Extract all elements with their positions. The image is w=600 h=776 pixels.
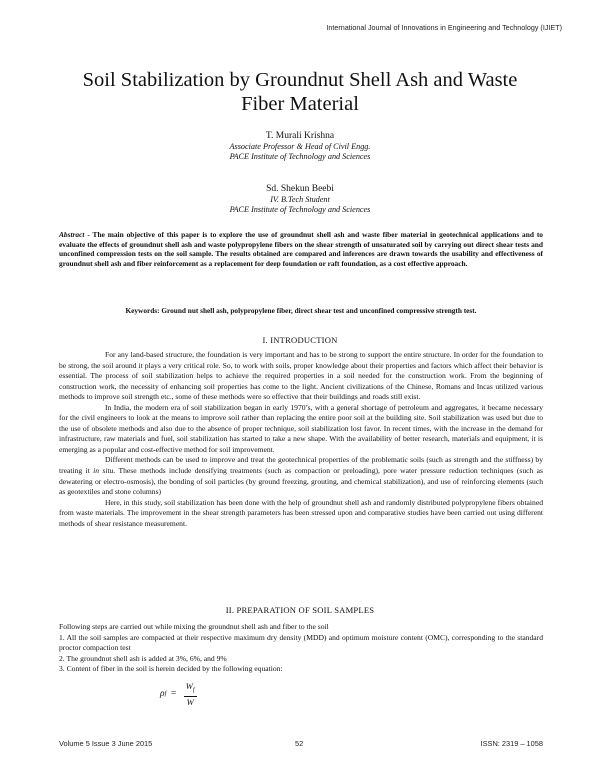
journal-header: International Journal of Innovations in Engineering and Technology (IJIET) [326, 23, 562, 32]
author-2-role: IV. B.Tech Student [270, 195, 330, 204]
author-2 [0, 183, 600, 215]
author-1 [0, 130, 600, 162]
keywords: Keywords: Ground nut shell ash, polypropylene fiber, direct shear test and unconfined compressive strength test. [125, 306, 477, 315]
section-1-body [59, 350, 543, 529]
formula-numerator [184, 681, 197, 697]
intro-paragraph-1: For any land-based structure, the foundation is very important and has to be strong to support the entire structure. In order for the foundation to be strong, the soil around it plays a very critical role. So, to work with soils, proper knowledge about their properties and factors which affect their behavior is essential. The process of soil stabilization helps to achieve the required properties in a soil needed for the construction work. From the beginning of construction work, the necessity of enhancing soil properties has come to the light. Ancient civilizations of the Chinese, Romans and Incas utilized various methods to improve soil strength etc., some of these methods were so effective that their buildings and roads still exist. [59, 350, 543, 402]
author-1-name: T. Murali Krishna [265, 131, 335, 141]
author-2-institute: PACE Institute of Technology and Sciences [229, 205, 371, 215]
formula-numerator-symbol: W [185, 681, 193, 691]
formula-lhs-sub: f [164, 690, 167, 698]
section-1-heading: I. INTRODUCTION [262, 335, 338, 345]
fiber-content-equation [160, 681, 197, 707]
prep-step-1: 1. All the soil samples are compacted at their respective maximum dry density (MDD) and optimum moisture content (OMC), corresponding to the standard proctor compaction test [59, 632, 543, 653]
author-1-role: Associate Professor & Head of Civil Engg. [229, 142, 371, 151]
paper-title: Soil Stabilization by Groundnut Shell Ash and Waste Fiber Material [82, 69, 518, 115]
footer-page-number: 52 [295, 739, 304, 748]
prep-step-2: 2. The groundnut shell ash is added at 3%, 6%, and 9% [59, 653, 227, 663]
abstract-text: - The main objective of this paper is to explore the use of groundnut shell ash and waste fiber material in geotechnical applications and to evaluate the effects of groundnut shell ash and waste polypropylene fibers on the shear strength of unsaturated soil by carrying out direct shear tests and unconfined compression tests on the soil sample. The results obtained are compared and inferences are drawn towards the usability and effectiveness of groundnut shell ash and fiber reinforcement as a replacement for deep foundation or raft foundation, as a cost effective approach. [59, 230, 543, 268]
intro-p3-b: These methods include densifying treatments (such as compaction or preloading), pore water pressure reduction techniques (such as dewatering or electro-osmosis), the bonding of soil particles (by ground freezing, grouting, and chemical stabilization), and use of reinforcing elements (such as geotextiles and stone columns) [59, 466, 543, 497]
intro-p3-a: Different methods can be used to improve and treat the geotechnical properties of the problematic soils (such as strength and the stiffness) by treating it [59, 455, 543, 476]
formula-fraction [184, 681, 197, 707]
formula-denominator: W [186, 696, 194, 707]
prep-intro: Following steps are carried out while mixing the groundnut shell ash and fiber to the soil [59, 622, 329, 631]
footer-volume: Volume 5 Issue 3 June 2015 [59, 739, 153, 748]
author-2-name: Sd. Shekun Beebi [266, 184, 334, 194]
formula-numerator-sub: f [192, 687, 195, 694]
footer-issn: ISSN: 2319 – 1058 [480, 739, 543, 748]
intro-paragraph-4: Here, in this study, soil stabilization has been done with the help of groundnut shell ash and randomly distributed polypropylene fibers obtained from waste materials. The improvement in the shear strength parameters has been stressed upon and comparative studies have been carried out using different methods of shear resistance measurement. [59, 497, 543, 528]
abstract [59, 230, 543, 268]
formula-lhs: ρ [160, 688, 165, 699]
section-2-heading: II. PREPARATION OF SOIL SAMPLES [225, 605, 375, 615]
prep-step-3: 3. Content of fiber in the soil is herein decided by the following equation: [59, 664, 283, 674]
intro-paragraph-2: In India, the modern era of soil stabilization began in early 1970’s, with a general shortage of petroleum and aggregates, it became necessary for the civil engineers to look at the means to improve soil rather than replacing the entire poor soil at the building site. Soil stabilization was used but due to the use of obsolete methods and also due to the absence of proper technique, soil stabilization lost favor. In recent times, with the increase in the demand for infrastructure, raw materials and fuel, soil stabilization has started to take a new shape. With the availability of better research, materials and equipment, it is emerging as a popular and cost-effective method for soil improvement. [59, 402, 543, 454]
section-2-body [59, 622, 543, 675]
intro-paragraph-3 [59, 455, 543, 497]
abstract-label: Abstract [59, 230, 85, 239]
formula-equals: = [170, 688, 177, 699]
intro-p3-italic: in situ. [93, 466, 116, 476]
author-1-institute: PACE Institute of Technology and Sciences [229, 152, 371, 162]
